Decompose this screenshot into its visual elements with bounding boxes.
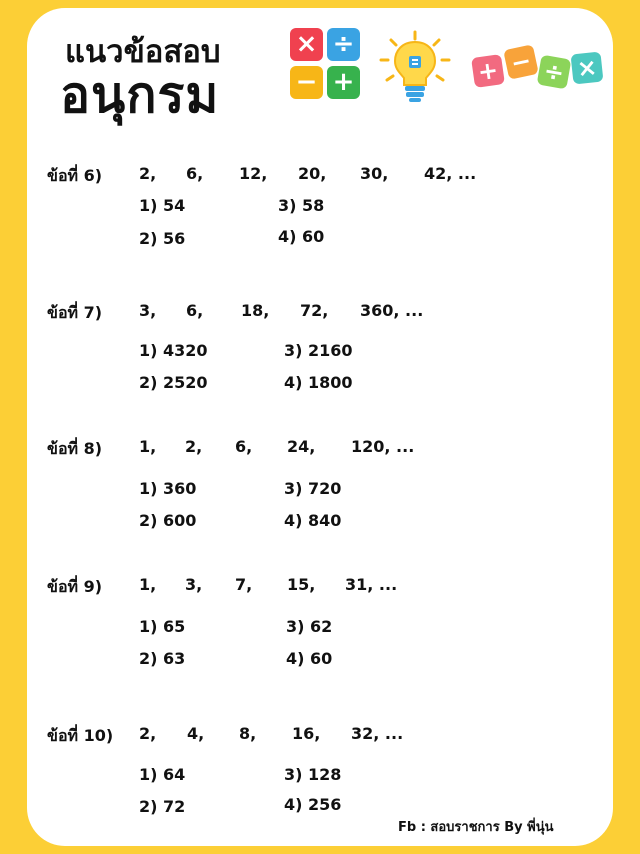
option-4[interactable]: 4) 256 (284, 795, 342, 814)
sequence-term: 1, (139, 437, 157, 456)
question-8-label: ข้อที่ 8) (47, 439, 103, 458)
sequence-term: 32, ... (351, 724, 404, 743)
option-2[interactable]: 2) 72 (139, 797, 186, 816)
minus-icon: − (503, 44, 539, 80)
option-3[interactable]: 3) 62 (286, 617, 333, 636)
sequence-term: 3, (185, 575, 203, 594)
worksheet-card (27, 8, 613, 846)
option-3[interactable]: 3) 2160 (284, 341, 353, 360)
question-9-label: ข้อที่ 9) (47, 577, 103, 596)
sequence-term: 20, (298, 164, 327, 183)
sequence-term: 15, (287, 575, 316, 594)
sequence-term: 7, (235, 575, 253, 594)
sequence-term: 1, (139, 575, 157, 594)
option-2[interactable]: 2) 600 (139, 511, 197, 530)
sequence-term: 16, (292, 724, 321, 743)
option-2[interactable]: 2) 2520 (139, 373, 208, 392)
sequence-term: 2, (185, 437, 203, 456)
sequence-term: 2, (139, 164, 157, 183)
divide-icon: ÷ (537, 55, 572, 90)
option-1[interactable]: 1) 4320 (139, 341, 208, 360)
lightbulb-icon (375, 28, 455, 108)
operator-block-icon (290, 28, 362, 106)
question-7-label: ข้อที่ 7) (47, 303, 103, 322)
option-1[interactable]: 1) 65 (139, 617, 186, 636)
sequence-term: 6, (186, 301, 204, 320)
option-3[interactable]: 3) 720 (284, 479, 342, 498)
sequence-term: 12, (239, 164, 268, 183)
option-3[interactable]: 3) 128 (284, 765, 342, 784)
option-1[interactable]: 1) 360 (139, 479, 197, 498)
option-2[interactable]: 2) 56 (139, 229, 186, 248)
option-1[interactable]: 1) 54 (139, 196, 186, 215)
sequence-term: 24, (287, 437, 316, 456)
question-10-label: ข้อที่ 10) (47, 726, 114, 745)
sequence-term: 2, (139, 724, 157, 743)
option-4[interactable]: 4) 60 (286, 649, 333, 668)
sequence-term: 4, (187, 724, 205, 743)
sequence-term: 8, (239, 724, 257, 743)
sequence-term: 6, (235, 437, 253, 456)
sequence-term: 360, ... (360, 301, 424, 320)
sequence-term: 3, (139, 301, 157, 320)
option-2[interactable]: 2) 63 (139, 649, 186, 668)
title-line-1: แนวข้อสอบ (65, 34, 221, 70)
option-4[interactable]: 4) 1800 (284, 373, 353, 392)
sequence-term: 30, (360, 164, 389, 183)
multiply-icon: × (571, 52, 604, 85)
sequence-term: 120, ... (351, 437, 415, 456)
sequence-term: 6, (186, 164, 204, 183)
sequence-term: 31, ... (345, 575, 398, 594)
sequence-term: 72, (300, 301, 329, 320)
sequence-term: 18, (241, 301, 270, 320)
plus-icon: + (327, 66, 360, 99)
operator-tiles (473, 45, 605, 91)
option-1[interactable]: 1) 64 (139, 765, 186, 784)
option-4[interactable]: 4) 840 (284, 511, 342, 530)
footer-credit: Fb : สอบราชการ By พี่นุ่น (398, 820, 554, 835)
title-line-2: อนุกรม (60, 66, 220, 124)
option-4[interactable]: 4) 60 (278, 227, 325, 246)
option-3[interactable]: 3) 58 (278, 196, 325, 215)
sequence-term: 42, ... (424, 164, 477, 183)
question-6-label: ข้อที่ 6) (47, 166, 103, 185)
minus-icon: − (290, 66, 323, 99)
divide-icon: ÷ (327, 28, 360, 61)
multiply-icon: × (290, 28, 323, 61)
plus-icon: + (471, 54, 505, 88)
